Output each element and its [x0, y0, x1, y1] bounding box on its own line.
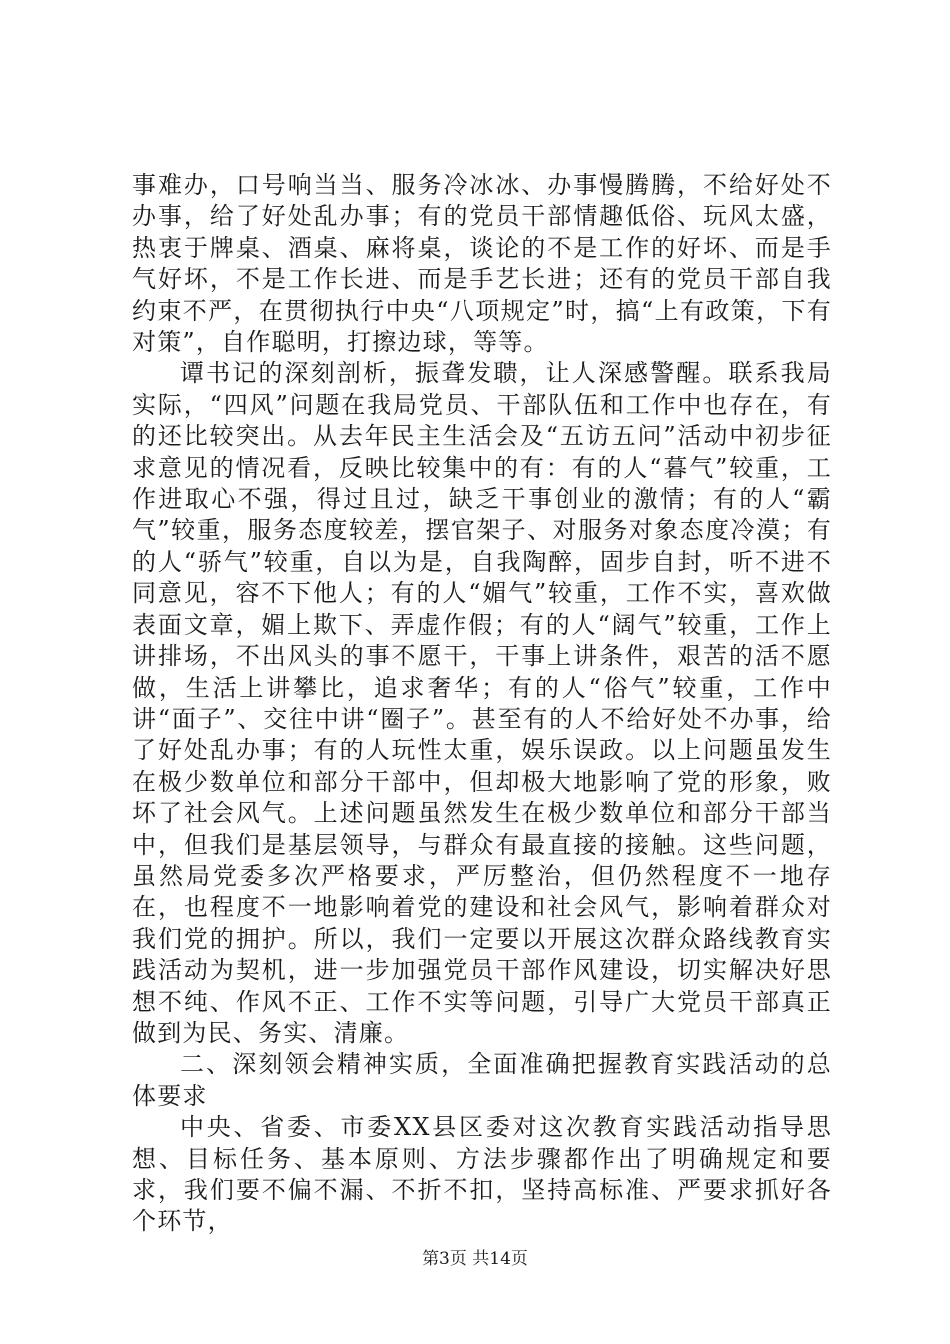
paragraph-requirements: 中央、省委、市委XX县区委对这次教育实践活动指导思想、目标任务、基本原则、方法步骤都作出了明确规定和要求，我们要不偏不漏、不折不扣，坚持高标准、严要求抓好各个环节， [132, 1113, 832, 1236]
document-body [132, 170, 832, 1238]
paragraph-analysis: 谭书记的深刻剖析，振聋发聩，让人深感警醒。联系我局实际，“四风”问题在我局党员、干部队伍和工作中也存在，有的还比较突出。从去年民主生活会及“五访五问”活动中初步征求意见的情况看，反映比较集中的有：有的人“暮气”较重，工作进取心不强，得过且过，缺乏干事创业的激情；有的人“霸气”较重，服务态度较差，摆官架子、对服务对象态度冷漠；有的人“骄气”较重，自以为是，自我陶醉，固步自封，听不进不同意见，容不下他人；有的人“媚气”较重，工作不实，喜欢做表面文章，媚上欺下、弄虚作假；有的人“阔气”较重，工作上讲排场，不出风头的事不愿干，干事上讲条件，艰苦的活不愿做，生活上讲攀比，追求奢华；有的人“俗气”较重，工作中讲“面子”、交往中讲“圈子”。甚至有的人不给好处不办事，给了好处乱办事；有的人玩性太重，娱乐误政。以上问题虽发生在极少数单位和部分干部中，但却极大地影响了党的形象，败坏了社会风气。上述问题虽然发生在极少数单位和部分干部当中，但我们是基层领导，与群众有最直接的接触。这些问题，虽然局党委多次严格要求，严厉整治，但仍然程度不一地存在，也程度不一地影响着党的建设和社会风气，影响着群众对我们党的拥护。所以，我们一定要以开展这次群众路线教育实践活动为契机，进一步加强党员干部作风建设，切实解决好思想不纯、作风不正、工作不实等问题，引导广大党员干部真正做到为民、务实、清廉。 [132, 359, 832, 1047]
page-footer: 第3页 共14页 [422, 1249, 528, 1269]
section-heading: 二、深刻领会精神实质，全面准确把握教育实践活动的总体要求 [132, 1050, 832, 1110]
paragraph-continuation: 事难办，口号响当当、服务冷冰冰、办事慢腾腾，不给好处不办事，给了好处乱办事；有的党员干部情趣低俗、玩风太盛，热衷于牌桌、酒桌、麻将桌，谈论的不是工作的好坏、而是手气好坏，不是工作长进、而是手艺长进；还有的党员干部自我约束不严，在贯彻执行中央“八项规定”时，搞“上有政策，下有对策”，自作聪明，打擦边球，等等。 [132, 171, 832, 357]
